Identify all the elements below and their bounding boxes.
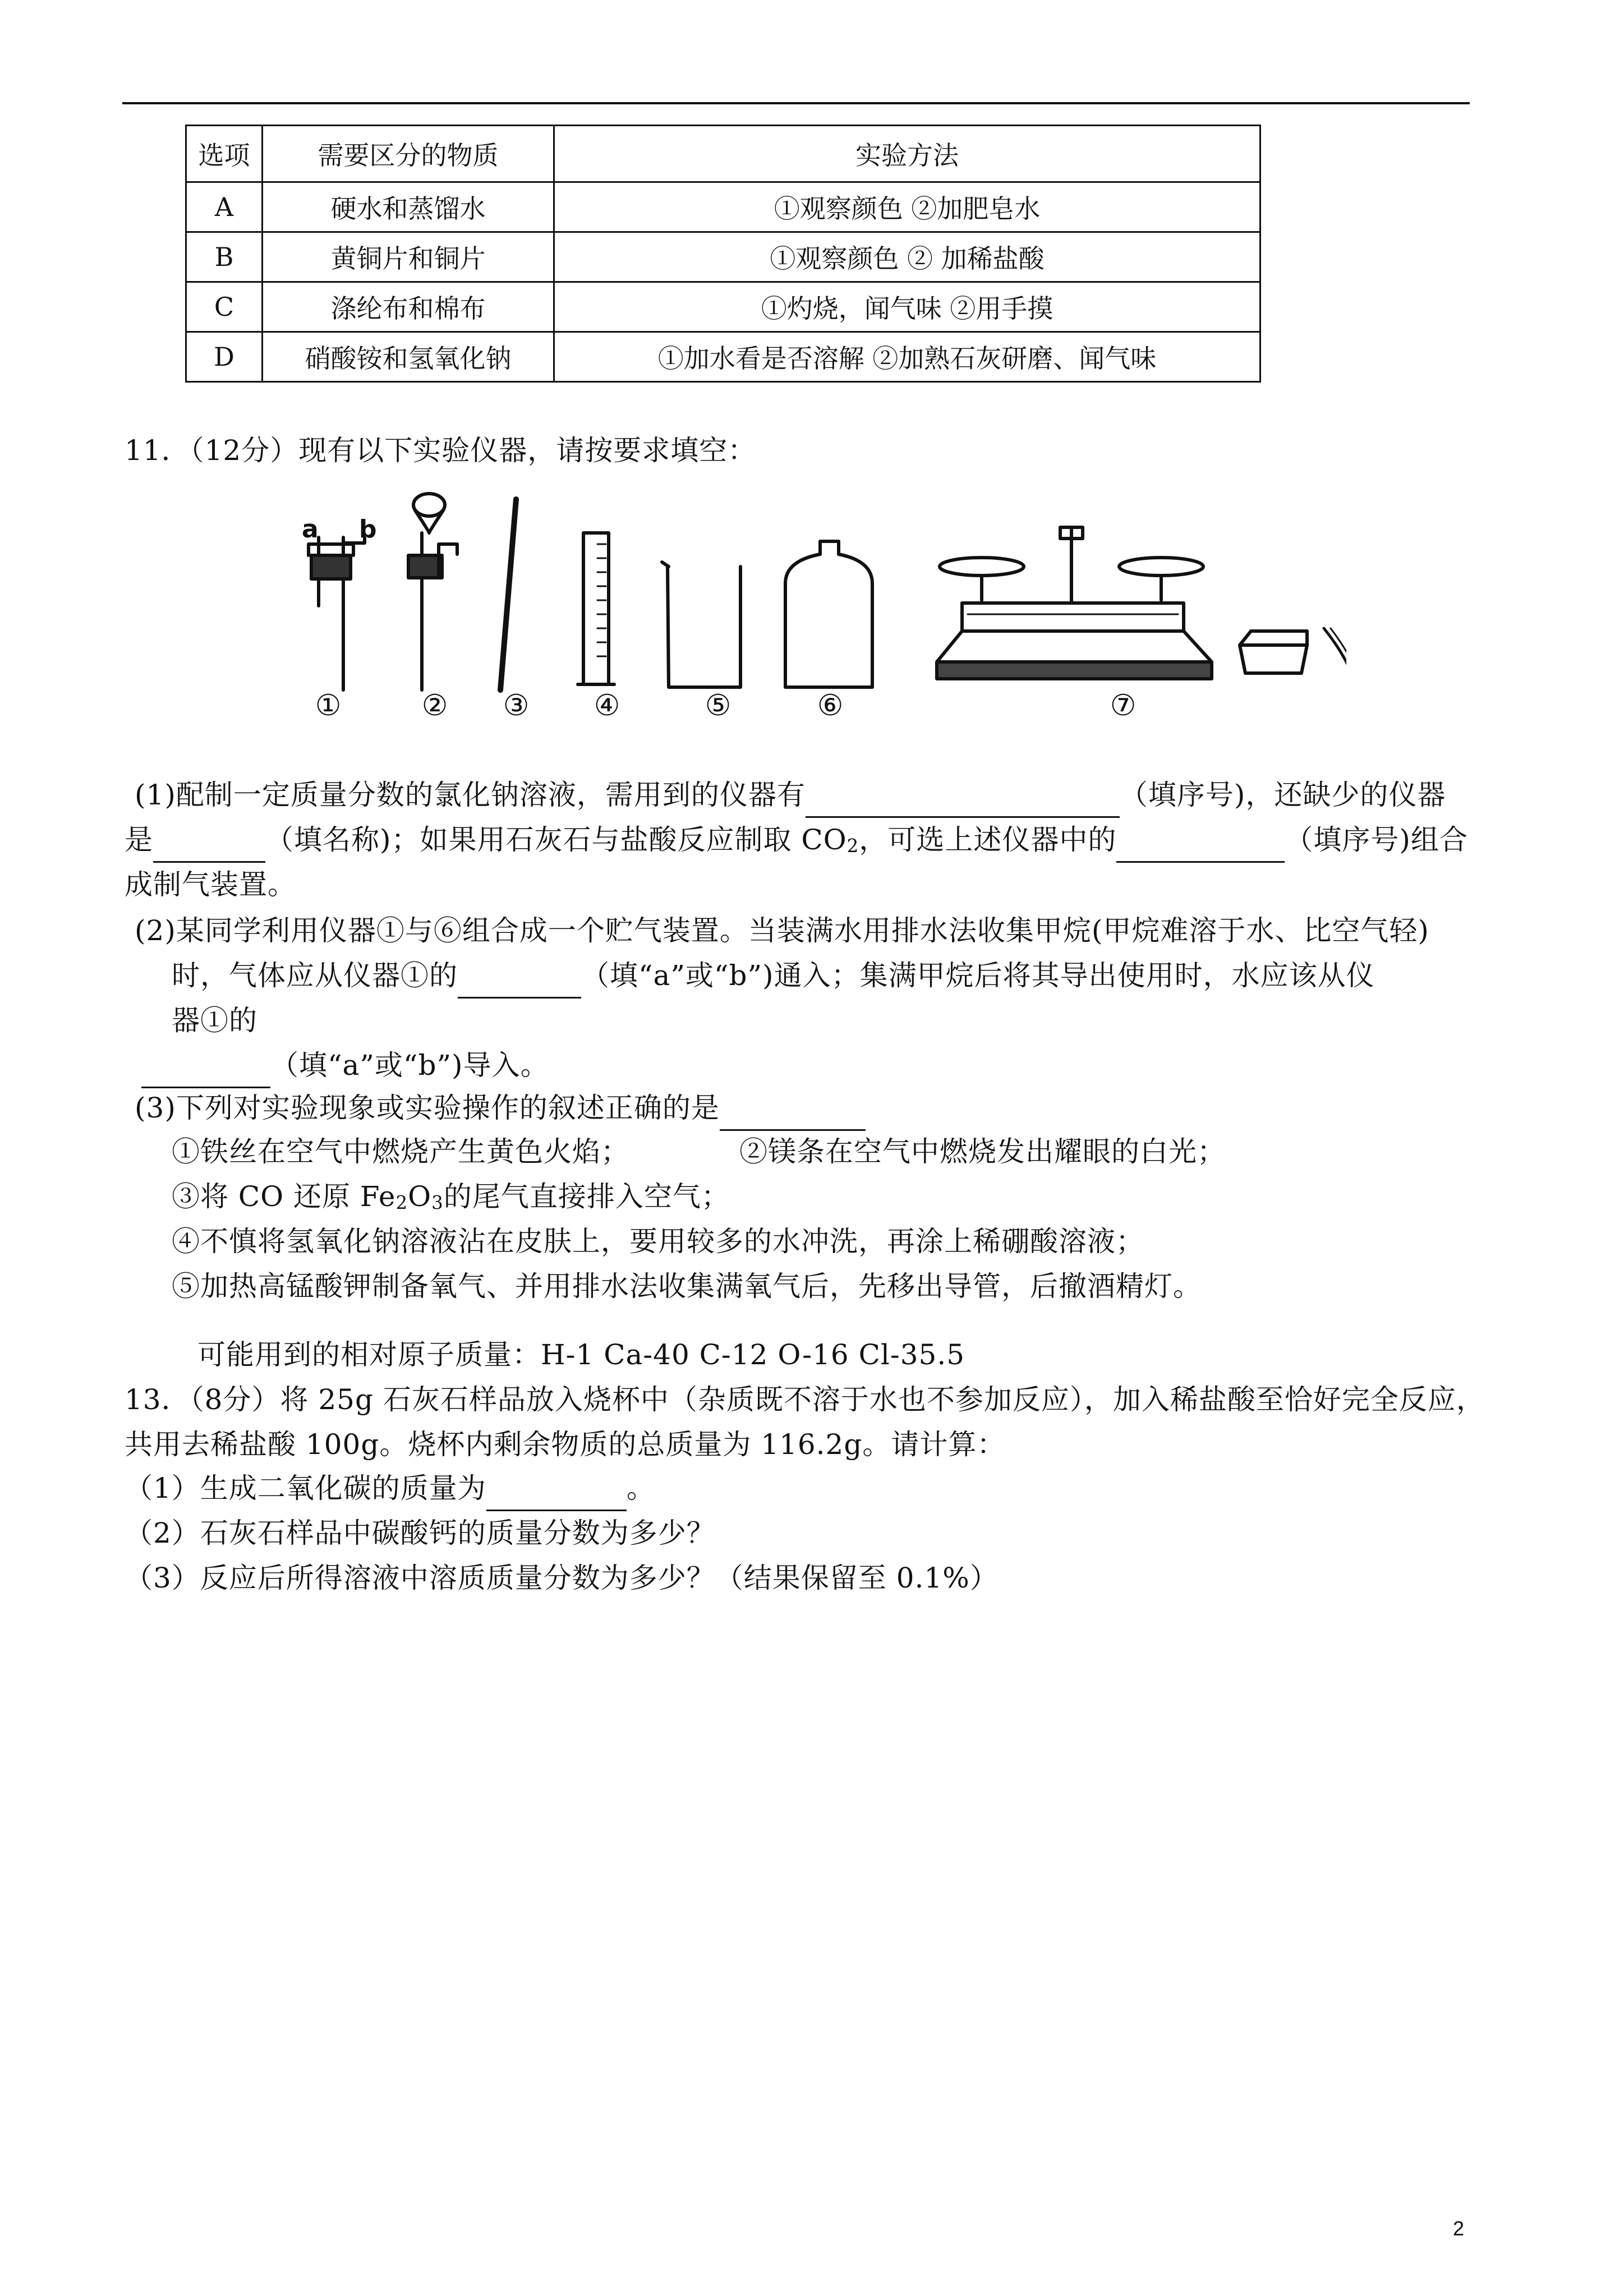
table-cell: 涤纶布和棉布 — [263, 282, 554, 332]
q11-text: （填序号)，还缺少的仪器 — [1119, 779, 1446, 811]
answer-blank — [486, 1477, 627, 1511]
table-cell: B — [186, 232, 263, 282]
atomic-masses-note: 可能用到的相对原子质量：H-1 Ca-40 C-12 O-16 Cl-35.5 — [197, 1338, 965, 1371]
answer-blank — [1116, 829, 1285, 863]
q11-option-2: ②镁条在空气中燃烧发出耀眼的白光； — [739, 1135, 1226, 1168]
subscript: 2 — [846, 835, 859, 857]
figure-label: ① — [315, 689, 342, 723]
table-cell: 硝酸铵和氢氧化钠 — [263, 332, 554, 382]
figure-label: ⑥ — [817, 689, 844, 723]
table-cell: D — [186, 332, 263, 382]
q13-sub2: （2）石灰石样品中碳酸钙的质量分数为多少？ — [125, 1517, 715, 1549]
table-header-cell: 选项 — [186, 126, 263, 182]
q11-text: ③将 CO 还原 Fe — [172, 1180, 396, 1213]
q11-text: (3)下列对实验现象或实验操作的叙述正确的是 — [135, 1092, 720, 1124]
port-b-label: b — [359, 515, 377, 544]
q11-text: 是 — [125, 823, 153, 856]
table-cell: ①灼烧，闻气味 ②用手摸 — [554, 282, 1260, 332]
q11-text: (1)配制一定质量分数的氯化钠溶液，需用到的仪器有 — [135, 779, 806, 811]
q13-sub3: （3）反应后所得溶液中溶质质量分数为多少？（结果保留至 0.1%） — [125, 1562, 999, 1594]
table-header-cell: 需要区分的物质 — [263, 126, 554, 182]
long-neck-funnel-icon — [408, 494, 457, 690]
table-row — [186, 332, 1260, 382]
figure-label: ④ — [594, 689, 620, 723]
gas-collecting-bottle-icon — [785, 541, 872, 687]
table-row — [186, 232, 1260, 282]
q11-text: ，可选上述仪器中的 — [859, 823, 1117, 856]
q11-part2-line3: 器①的 — [172, 1004, 257, 1037]
figure-label: ⑤ — [705, 689, 732, 723]
q13-sub1 — [125, 1465, 655, 1511]
beaker-icon — [662, 562, 740, 687]
table-header-cell: 实验方法 — [554, 126, 1260, 182]
q11-part1-line1 — [135, 772, 1446, 818]
table-cell: 硬水和蒸馏水 — [263, 182, 554, 232]
measuring-cylinder-icon — [578, 533, 614, 684]
answer-blank — [806, 784, 1120, 818]
q13-line2: 共用去稀盐酸 100g。烧杯内剩余物质的总质量为 116.2g。请计算： — [125, 1428, 1006, 1461]
answer-blank — [458, 964, 581, 999]
q11-part2-line1: (2)某同学利用仪器①与⑥组合成一个贮气装置。当装满水用排水法收集甲烷(甲烷难溶于水、比空气轻) — [135, 914, 1429, 947]
q13-line1: 13．（8分）将 25g 石灰石样品放入烧杯中（杂质既不溶于水也不参加反应），加入稀盐酸至恰好完全反应， — [125, 1383, 1485, 1416]
comparison-table — [185, 125, 1261, 383]
balance-scale-icon — [937, 527, 1346, 682]
subscript: 2 — [395, 1191, 408, 1213]
q13-text: 。 — [626, 1472, 655, 1504]
table-header-row — [186, 126, 1260, 182]
q11-option-1: ①铁丝在空气中燃烧产生黄色火焰； — [172, 1135, 629, 1168]
q11-part1-line3: 成制气装置。 — [125, 868, 296, 901]
table-cell: C — [186, 282, 263, 332]
figure-label: ③ — [503, 689, 530, 723]
q11-text: （填名称)；如果用石灰石与盐酸反应制取 CO — [265, 823, 847, 856]
table-cell: ①观察颜色 ② 加稀盐酸 — [554, 232, 1260, 282]
table-cell: 黄铜片和铜片 — [263, 232, 554, 282]
header-rule — [122, 102, 1470, 104]
table-cell: ①加水看是否溶解 ②加熟石灰研磨、闻气味 — [554, 332, 1260, 382]
q11-text: 的尾气直接排入空气； — [443, 1180, 730, 1213]
figure-label: ⑦ — [1110, 689, 1137, 723]
answer-blank — [153, 829, 265, 863]
q11-text: （填“a”或“b”)通入；集满甲烷后将其导出使用时，水应该从仪 — [581, 959, 1375, 992]
q11-part1-line2 — [125, 817, 1468, 863]
q11-part2-line2 — [172, 953, 1375, 999]
subscript: 3 — [431, 1191, 444, 1213]
q11-text: （填序号)组合 — [1285, 823, 1468, 856]
table-cell: ①观察颜色 ②加肥皂水 — [554, 182, 1260, 232]
page-number: 2 — [1453, 2217, 1465, 2240]
two-hole-stopper-tubes-icon — [309, 537, 365, 690]
glass-rod-icon — [500, 499, 516, 690]
answer-blank — [720, 1097, 866, 1131]
q11-option-3 — [172, 1174, 730, 1220]
q11-part3-line1 — [135, 1085, 866, 1131]
q11-text: O — [408, 1180, 432, 1213]
q11-text: （填“a”或“b”)导入。 — [270, 1049, 549, 1082]
port-a-label: a — [302, 515, 319, 544]
q11-option-4: ④不慎将氢氧化钠溶液沾在皮肤上，要用较多的水冲洗，再涂上稀硼酸溶液； — [172, 1225, 1144, 1258]
table-cell: A — [186, 182, 263, 232]
table-row — [186, 282, 1260, 332]
q11-text: 时，气体应从仪器①的 — [172, 959, 458, 992]
answer-blank — [141, 1054, 270, 1088]
table-row — [186, 182, 1260, 232]
q11-part2-line4 — [141, 1042, 549, 1088]
q13-text: （1）生成二氧化碳的质量为 — [125, 1472, 486, 1504]
q11-option-5: ⑤加热高锰酸钾制备氧气、并用排水法收集满氧气后，先移出导管，后撤酒精灯。 — [172, 1270, 1202, 1303]
figure-label: ② — [421, 689, 448, 723]
q11-title: 11．（12分）现有以下实验仪器，请按要求填空： — [125, 434, 757, 467]
